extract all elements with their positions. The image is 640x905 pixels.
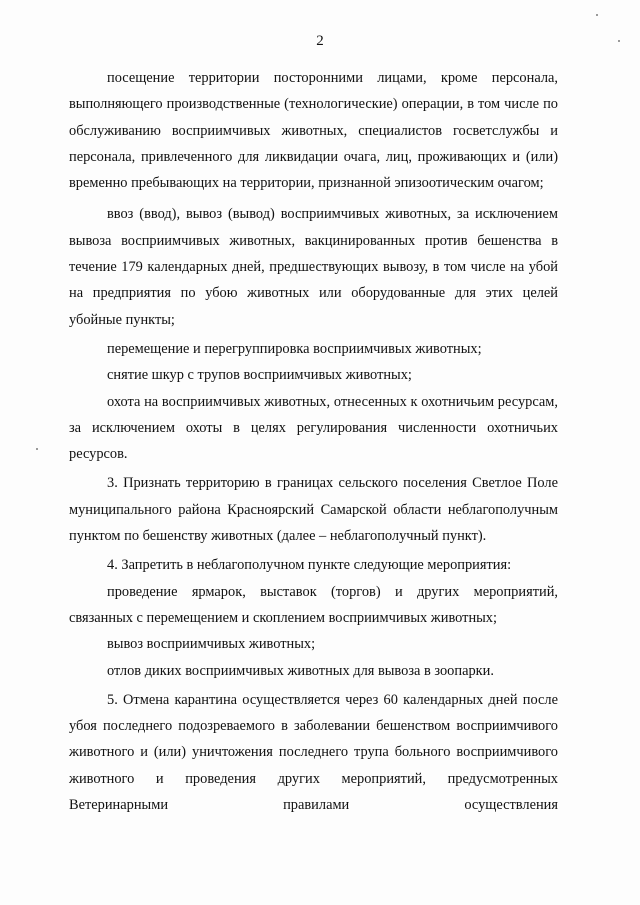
paragraph-prohibition-fairs: проведение ярмарок, выставок (торгов) и других мероприятий, связанных с перемещением и скоплением восприимчивых животных; — [69, 583, 558, 626]
paragraph-prohibition-regrouping: перемещение и перегруппировка восприимчивых животных; — [107, 340, 482, 357]
paragraph-prohibition-visit: посещение территории посторонними лицами, кроме персонала, выполняющего производственные (технологические) операции, в том числе по обслуживанию восприимчивых животных, специалистов госветслужбы и персонала, привлеченного для ликвидации очага, лиц, проживающих и (или) временно пребывающих на территории, признанной эпизоотическим очагом; — [69, 70, 558, 192]
paragraph-prohibition-skinning: снятие шкур с трупов восприимчивых животных; — [107, 367, 412, 384]
paragraph-prohibition-capture: отлов диких восприимчивых животных для вывоза в зоопарки. — [107, 662, 494, 679]
paragraph-prohibition-hunting: охота на восприимчивых животных, отнесенных к охотничьим ресурсам, за исключением охоты в целях регулирования численности охотничьих ресурсов. — [69, 393, 558, 463]
scan-mark — [36, 448, 38, 450]
paragraph-prohibition-removal: вывоз восприимчивых животных; — [107, 636, 316, 653]
scan-mark — [618, 40, 620, 42]
scan-mark — [596, 14, 598, 16]
document-body — [69, 65, 558, 818]
paragraph-item-4: 4. Запретить в неблагополучном пункте следующие мероприятия: — [107, 557, 512, 574]
paragraph-item-5: 5. Отмена карантина осуществляется через 60 календарных дней после убоя последнего подозреваемого в заболевании бешенством восприимчивого животного и (или) уничтожения последнего трупа больного восприимчивого животного и проведения других мероприятий, предусмотренных Ветеринарными правилами осуществления — [69, 691, 558, 814]
paragraph-item-3: 3. Признать территорию в границах сельского поселения Светлое Поле муниципального района Красноярский Самарской области неблагополучным пунктом по бешенству животных (далее – неблагополучный пункт). — [69, 475, 558, 545]
paragraph-prohibition-import-export: ввоз (ввод), вывоз (вывод) восприимчивых животных, за исключением вывоза восприимчивых животных, вакцинированных против бешенства в течение 179 календарных дней, предшествующих вывозу, в том числе на убой на предприятия по убою животных или оборудованные для этих целей убойные пункты; — [69, 206, 558, 328]
page-number: 2 — [316, 33, 324, 49]
